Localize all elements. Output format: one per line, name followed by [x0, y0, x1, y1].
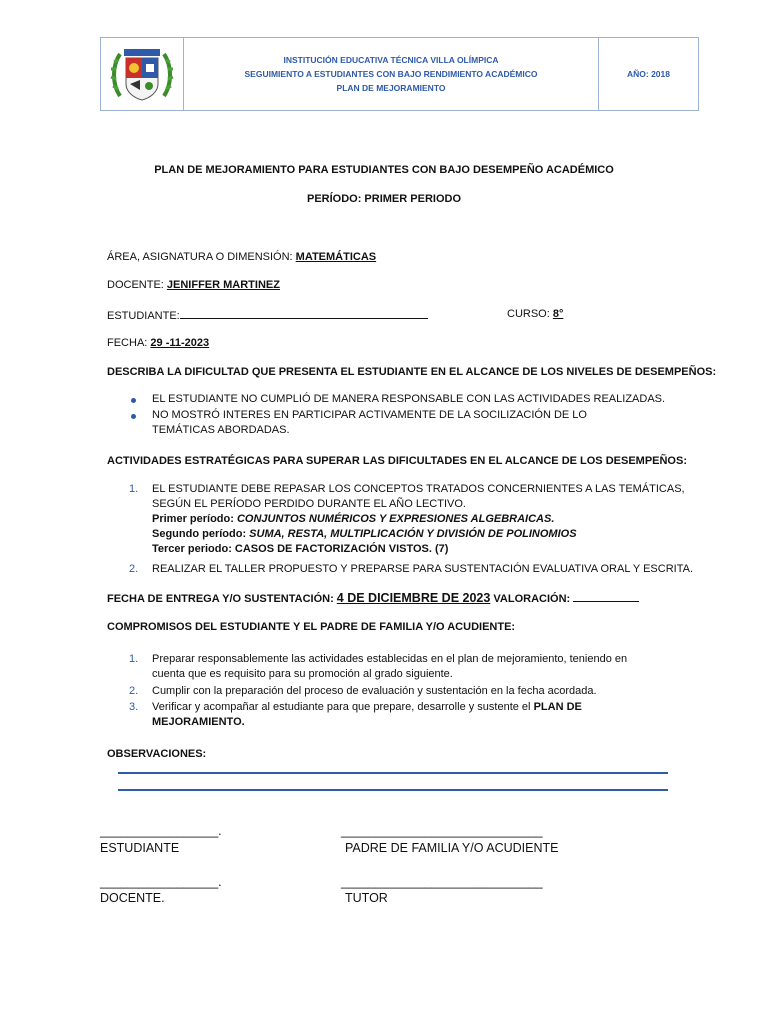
activity-item-2: REALIZAR EL TALLER PROPUESTO Y PREPARSE PARA SUSTENTACIÓN EVALUATIVA ORAL Y ESCRITA.: [152, 563, 694, 575]
logo-cell: [101, 38, 184, 110]
commitment-item-3: Verificar y acompañar al estudiante para que prepare, desarrolle y sustente el PLAN DE MEJORAMIENTO.: [152, 701, 582, 728]
valuation-label: VALORACIÓN:: [490, 593, 574, 605]
student-name-blank: [180, 308, 428, 319]
area-label: ÁREA, ASIGNATURA O DIMENSIÓN:: [107, 251, 296, 263]
list-number: 3.: [129, 701, 139, 713]
activity-item-1-text: EL ESTUDIANTE DEBE REPASAR LOS CONCEPTOS TRATADOS CONCERNIENTES A LAS TEMÁTICAS, SEGÚN EL PERÍODO PERDIDO DURANTE EL AÑO LECTIVO.: [152, 483, 685, 510]
document-header: [100, 37, 699, 111]
course-line: [507, 308, 563, 320]
teacher-signature-line: _________________.: [100, 875, 222, 889]
header-plan: PLAN DE MEJORAMIENTO: [336, 83, 446, 93]
observation-line: [118, 789, 668, 791]
header-year: AÑO: 2018: [627, 69, 670, 79]
parent-signature-line: _____________________________: [341, 824, 543, 838]
first-period-line: Primer período: CONJUNTOS NUMÉRICOS Y EXPRESIONES ALGEBRAICAS.: [152, 513, 555, 525]
second-period-line: Segundo período: SUMA, RESTA, MULTIPLICACIÓN Y DIVISIÓN DE POLINOMIOS: [152, 528, 577, 540]
student-signature-line: _________________.: [100, 824, 222, 838]
observations-heading: OBSERVACIONES:: [107, 748, 207, 760]
area-line: [107, 251, 376, 263]
period-title: PERÍODO: PRIMER PERIODO: [306, 193, 462, 205]
difficulty-heading: DESCRIBA LA DIFICULTAD QUE PRESENTA EL ESTUDIANTE EN EL ALCANCE DE LOS NIVELES DE DESEMPEÑOS:: [107, 366, 717, 378]
second-period-topics: SUMA, RESTA, MULTIPLICACIÓN Y DIVISIÓN DE POLINOMIOS: [249, 528, 577, 540]
delivery-line: [107, 591, 639, 605]
date-value: 29 -11-2023: [150, 337, 210, 349]
commitment-item-1: Preparar responsablemente las actividades establecidas en el plan de mejoramiento, teniendo en cuenta que es requisito para su promoción al grado siguiente.: [152, 653, 628, 680]
commitments-heading: COMPROMISOS DEL ESTUDIANTE Y EL PADRE DE FAMILIA Y/O ACUDIENTE:: [107, 621, 516, 633]
list-number: 1.: [129, 653, 139, 665]
year-cell: [599, 38, 698, 110]
third-period-line: Tercer periodo: CASOS DE FACTORIZACIÓN VISTOS. (7): [152, 543, 449, 555]
student-label: ESTUDIANTE:: [107, 310, 180, 322]
date-line: [107, 337, 209, 349]
bullet-icon: [131, 414, 136, 419]
observation-line: [118, 772, 668, 774]
difficulty-item: NO MOSTRÓ INTERES EN PARTICIPAR ACTIVAMENTE DE LA SOCILIZACIÓN DE LO TEMÁTICAS ABORDADAS.: [152, 409, 587, 436]
school-logo: [110, 44, 174, 104]
student-line: [107, 308, 428, 322]
date-label: FECHA:: [107, 337, 151, 349]
delivery-date: 4 DE DICIEMBRE DE 2023: [336, 591, 491, 605]
first-period-topics: CONJUNTOS NUMÉRICOS Y EXPRESIONES ALGEBRAICAS.: [236, 513, 555, 525]
list-number: 1.: [129, 483, 139, 495]
activities-heading: ACTIVIDADES ESTRATÉGICAS PARA SUPERAR LAS DIFICULTADES EN EL ALCANCE DE LOS DESEMPEÑOS:: [107, 455, 687, 467]
teacher-label: DOCENTE:: [107, 279, 167, 291]
header-title-cell: [184, 38, 599, 110]
course-label: CURSO:: [507, 308, 553, 320]
document-title: PLAN DE MEJORAMIENTO PARA ESTUDIANTES CON BAJO DESEMPEÑO ACADÉMICO: [154, 164, 614, 176]
teacher-signature-label: DOCENTE.: [100, 891, 165, 905]
activity-item-1: [152, 482, 697, 557]
tutor-signature-line: _____________________________: [341, 875, 543, 889]
area-value: MATEMÁTICAS: [295, 251, 377, 263]
valuation-blank: [573, 591, 639, 602]
commitment-item-2: Cumplir con la preparación del proceso de evaluación y sustentación en la fecha acordada.: [152, 685, 597, 697]
teacher-line: [107, 279, 280, 291]
list-number: 2.: [129, 563, 139, 575]
plan-highlight: PLAN DE MEJORAMIENTO.: [152, 701, 582, 728]
list-number: 2.: [129, 685, 139, 697]
student-signature-label: ESTUDIANTE: [100, 841, 180, 855]
tutor-signature-label: TUTOR: [345, 891, 388, 905]
header-subtitle: SEGUIMIENTO A ESTUDIANTES CON BAJO RENDIMIENTO ACADÉMICO: [244, 69, 538, 79]
institution-name: INSTITUCIÓN EDUCATIVA TÉCNICA VILLA OLÍMPICA: [283, 55, 499, 65]
course-value: 8°: [552, 308, 564, 320]
delivery-label: FECHA DE ENTREGA Y/O SUSTENTACIÓN:: [107, 593, 337, 605]
teacher-value: JENIFFER MARTINEZ: [166, 279, 280, 291]
parent-signature-label: PADRE DE FAMILIA Y/O ACUDIENTE: [345, 841, 559, 855]
bullet-icon: [131, 398, 136, 403]
difficulty-item: EL ESTUDIANTE NO CUMPLIÓ DE MANERA RESPONSABLE CON LAS ACTIVIDADES REALIZADAS.: [152, 393, 666, 405]
